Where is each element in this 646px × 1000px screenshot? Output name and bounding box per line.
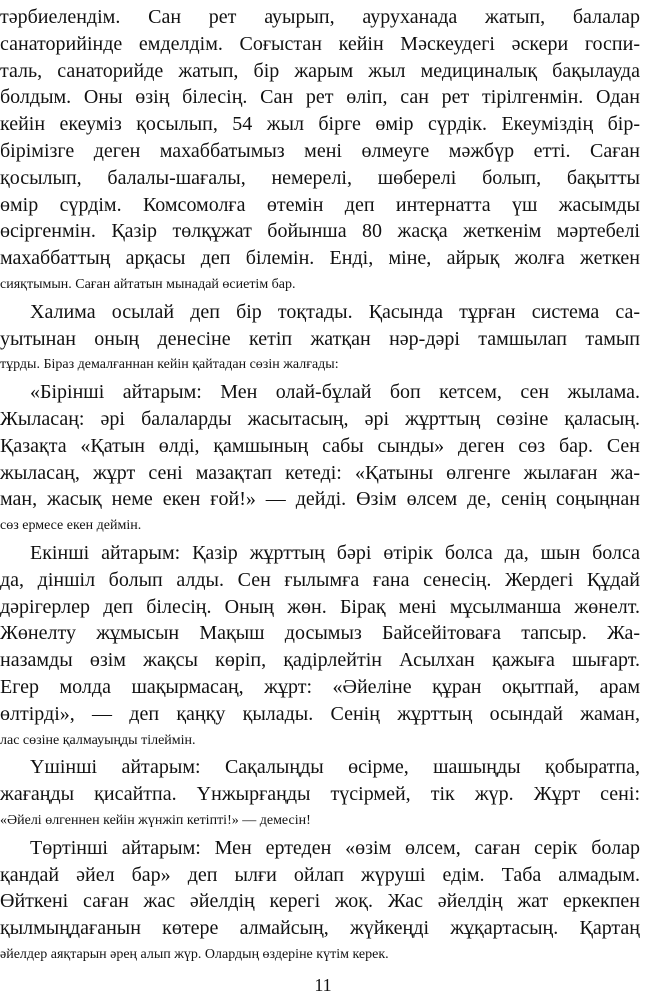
- text-line: тәрбиелендім. Сан рет ауырып, ауруханада жатып, балалар: [0, 6, 640, 28]
- text-line: Жөнелту жұмысын Мақыш досымыз Байсейітоваға тапсыр. Жа-: [0, 622, 640, 645]
- text-line: қылмыңдағанын көтере алмайсың, жүйкеңді жұқартасың. Қартаң: [0, 917, 640, 940]
- text-line: таль, санаторийде жатып, бір жарым жыл медициналық бақылауда: [0, 59, 640, 82]
- text-line: өлтірді», — деп қаңқу қылады. Сенің жұрттың осындай жаман,: [0, 702, 640, 725]
- text-line: лас сөзіне қалмауыңды тілеймін.: [0, 732, 196, 748]
- text-line: назамды өзім жақсы көріп, қадірлейтін Асылхан қажыға шығарт.: [0, 649, 640, 672]
- text-line: өсіргенмін. Қазір төлқұжат бойынша 80 жасқа жеткенім мәртебелі: [0, 220, 640, 243]
- text-line: жағаңды қисайтпа. Үнжырғаңды түсірмей, тік жүр. Жұрт сені:: [0, 783, 640, 806]
- text-line: Халима осылай деп бір тоқтады. Қасында тұрған система са-: [30, 300, 640, 323]
- text-line: махаббаттың арқасы деп білемін. Енді, міне, айрық жолға жеткен: [0, 247, 640, 270]
- text-line: Жыласаң: әрі балаларды жасытасың, әрі жұрттың сөзіне қаласың.: [0, 408, 640, 430]
- text-line: кейін екеуміз қосылып, 54 жыл бірге өмір сүрдік. Екеуміздің бір-: [0, 113, 640, 136]
- text-line: әйелдер аяқтарын әрең алып жүр. Олардың өздеріне күтім керек.: [0, 947, 389, 962]
- text-line: өмір сүрдім. Комсомолға өтемін деп интернатта үш жасымды: [0, 193, 640, 216]
- text-line: Өйткені саған жас әйелдің керегі жоқ. Жас әйелдің жат еркекпен: [0, 890, 640, 913]
- text-line: дәрігерлер деп білесің. Оның жөн. Бірақ мені мұсылманша жөнелт.: [0, 595, 640, 618]
- text-line: бірімізге деген махаббатымыз мені өлмеуге мәжбүр етті. Саған: [0, 140, 640, 162]
- text-line: тұрды. Біраз демалғаннан кейін қайтадан сөзін жалғады:: [0, 357, 339, 373]
- text-line: Қазақта «Қатын өлді, қамшының сабы сынды» деген сөз бар. Сен: [0, 434, 640, 457]
- text-line: Үшінші айтарым: Сақалыңды өсірме, шашыңды қобыратпа,: [30, 756, 640, 779]
- text-line: «Әйелі өлгеннен кейін жүнжіп кетіпті!» — демесін!: [0, 813, 311, 828]
- text-line: ман, жасық неме екен ғой!» — дейді. Өзім өлсем де, сенің соңыңнан: [0, 488, 640, 511]
- text-line: сөз ермесе екен деймін.: [0, 518, 142, 534]
- text-line: «Бірінші айтарым: Мен олай-бұлай боп кетсем, сен жылама.: [30, 381, 640, 404]
- text-line: болдым. Оны өзің білесің. Сан рет өліп, сан рет тірілгенмін. Одан: [0, 86, 640, 109]
- text-line: сияқтымын. Саған айтатын мынадай өсиетім бар.: [0, 277, 296, 292]
- text-line: да, діншіл болып алды. Сен ғылымға ғана сенесің. Жердегі Құдай: [0, 568, 640, 591]
- text-line: санаторийінде емделдім. Соғыстан кейін Мәскеудегі әскери госпи-: [0, 32, 640, 55]
- text-line: жыласаң, жұрт сені мазақтап кетеді: «Қатыны өлгенге жылаған жа-: [0, 461, 640, 484]
- text-line: Төртінші айтарым: Мен ертеден «өзім өлсем, саған серік болар: [30, 836, 640, 859]
- text-line: қосылып, балалы-шағалы, немерелі, шөберелі болып, бақытты: [0, 166, 640, 189]
- text-line: Егер молда шақырмасаң, жұрт: «Әйеліне құран оқытпай, арам: [0, 676, 640, 698]
- text-line: Екінші айтарым: Қазір жұрттың бәрі өтірік болса да, шын болса: [30, 542, 640, 564]
- page-number: 11: [314, 975, 332, 995]
- text-line: қандай әйел бар» деп ылғи ойлап жүруші едім. Таба алмадым.: [0, 863, 640, 886]
- text-line: уытынан оның денесіне кетіп жатқан нәр-дәрі тамшылап тамып: [0, 327, 640, 350]
